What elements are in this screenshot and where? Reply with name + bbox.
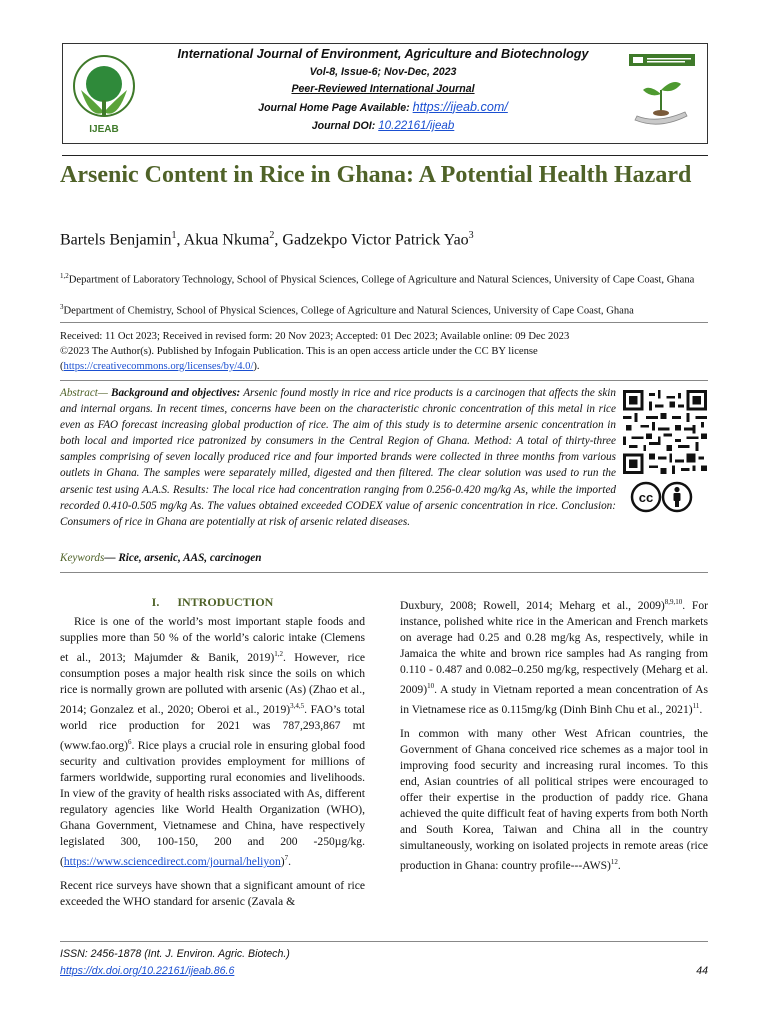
- journal-info: [143, 46, 623, 136]
- journal-doi-link[interactable]: 10.22161/ijeab: [378, 119, 455, 132]
- author-sup: 1: [171, 230, 177, 241]
- author-sup: 2: [269, 230, 275, 241]
- author-name: Bartels Benjamin: [60, 231, 172, 249]
- svg-text:cc: cc: [638, 490, 654, 505]
- abstract: [60, 385, 616, 530]
- license-link[interactable]: https://creativecommons.org/licenses/by/4.0/: [63, 361, 254, 372]
- author-list: [60, 230, 474, 249]
- body-paragraph: Duxbury, 2008; Rowell, 2014; Meharg et al., 2009)$^{8,9,10}$. For instance, polished white rice in the American and French markets on average had 0.25 and 0.28 mg/kg As, respectively, while in Jamaica the white and brown rice samples had As ranging from 0.110 - 0.487 and 0.082–0.250 mg/kg, respectively (Meharg et al. 2009)$^{10}$. A study in Vietnam reported a mean concentration of As in Vietnamese rice as 0.115mg/kg (Dinh Binh Chu et al., 2021)$^{11}$.: [400, 598, 708, 716]
- journal-doi-line: [143, 117, 623, 136]
- creative-commons-by-icon: [630, 480, 694, 514]
- journal-logo-icon: [71, 50, 137, 138]
- keywords-label: Keywords: [60, 552, 105, 564]
- home-page-line: [143, 99, 623, 118]
- section-heading: I. INTRODUCTION: [151, 595, 274, 609]
- url-close: ).: [253, 361, 260, 372]
- license-url-line: [60, 359, 710, 374]
- author-name: , Akua Nkuma: [176, 231, 270, 249]
- peer-reviewed: Peer-Reviewed International Journal: [291, 83, 475, 95]
- divider: [60, 322, 708, 323]
- abstract-text: Arsenic found mostly in rice and rice products is a carcinogen that affects the skin and internal organs. In recent times, concerns have been on the characteristic chronic concentration of this metal in rice even as FAO forecast increasing global production of rice. The aim of this study is to determine arsenic concentration in both local and imported rice patronized by consumers in the Central Region of Ghana. Method: A total of thirty-three samples comprising of seven locally produced rice and four imported brands were collected in three months from various outlets in Ghana. The samples were separately milled, digested and then filtered. The clear solution was used to run the arsenic test using A.A.S. Results: The local rice had concentration ranging from 0.256-0.420 mg/kg As, while the imported recorded 0.410-0.505 mg/kg As. The values obtained exceeded CODEX value of arsenic concentration in rice. Conclusion: Consumers of rice in Ghana are potentially at risk of arsenic related diseases.: [60, 387, 616, 528]
- home-page-link[interactable]: https://ijeab.com/: [412, 99, 508, 114]
- author-sup: 3: [468, 230, 474, 241]
- home-page-label: Journal Home Page Available:: [258, 101, 413, 114]
- received-dates: Received: 11 Oct 2023; Received in revised form: 20 Nov 2023; Accepted: 01 Dec 2023; Available online: 09 Dec 2023: [60, 331, 570, 342]
- footer-doi-link[interactable]: https://dx.doi.org/10.22161/ijeab.86.6: [60, 965, 235, 977]
- paper-title: Arsenic Content in Rice in Ghana: A Potential Health Hazard: [60, 162, 692, 188]
- abstract-lead: Abstract—: [60, 387, 108, 399]
- journal-name: International Journal of Environment, Agriculture and Biotechnology: [177, 47, 589, 61]
- affiliation-sup: 3: [60, 303, 64, 311]
- keywords-list: — Rice, arsenic, AAS, carcinogen: [104, 552, 262, 564]
- body-paragraph: Recent rice surveys have shown that a significant amount of rice exceeded the WHO standard for arsenic (Zavala &: [60, 879, 365, 909]
- footer-issn: ISSN: 2456-1878 (Int. J. Environ. Agric. Biotech.): [60, 948, 290, 960]
- affiliation-sup: 1,2: [60, 272, 69, 280]
- right-column: [400, 594, 708, 874]
- plant-in-hand-icon: [627, 50, 697, 138]
- affiliation-text: Department of Chemistry, School of Physical Sciences, College of Agriculture and Natural Sciences, University of Cape Coast, Ghana: [63, 305, 634, 317]
- author-name: , Gadzekpo Victor Patrick Yao: [274, 231, 469, 249]
- page-footer: [60, 946, 708, 980]
- qr-code-icon: [622, 390, 708, 474]
- body-paragraph: In common with many other West African countries, the Government of Ghana conceived rice schemes as a major tool in improving food security and increasing rural incomes. To this end, Asian countries of all political stripes were encouraged to offer their expertise in the production of paddy rice. Ghana achieved the quite difficult feat of having experts from both North and South Korea, Taiwan and China all in the country simultaneously, working on isolated projects in remote areas (rice production in Ghana: country profile---AWS)$^{12}$.: [400, 726, 708, 873]
- divider: [60, 572, 708, 573]
- journal-header: [62, 43, 708, 144]
- article-dates: [60, 329, 710, 374]
- page-number: 44: [696, 965, 708, 977]
- license-text: ©2023 The Author(s). Published by Infogain Publication. This is an open access article under the CC BY license: [60, 346, 538, 357]
- affiliation-text: Department of Laboratory Technology, School of Physical Sciences, College of Agriculture and Natural Sciences, University of Cape Coast, Ghana: [68, 274, 695, 286]
- divider: [60, 380, 708, 381]
- affiliation-2: [60, 300, 710, 319]
- heliyon-link[interactable]: https://www.sciencedirect.com/journal/heliyon: [63, 855, 281, 869]
- abstract-objectives: Background and objectives:: [107, 387, 241, 399]
- journal-doi-label: Journal DOI:: [311, 120, 379, 132]
- footer-rule: [60, 941, 708, 942]
- logo-text: IJEAB: [89, 124, 119, 135]
- journal-volume: Vol-8, Issue-6; Nov-Dec, 2023: [309, 65, 457, 78]
- url-open: (: [60, 361, 64, 372]
- body-paragraph: Rice is one of the world’s most important staple foods and supplies more than 50 % of the world’s caloric intake (Clemens et al., 2013; Majumder & Banik, 2019)$^{1,2}$. However, rice consumption poses a major health risk since the soils on which rice is normally grown are polluted with arsenic (As) (Zhao et al., 2014; Gonzalez et al., 2020; Oberoi et al., 2019)$^{3,4,5}$. FAO’s total world rice production for 2021 was 787,293,867 mt $(www.fao.org)^6$. Rice plays a crucial role in ensuring global food security and cultivation provides employment for millions of farmers worldwide, supporting rural economies and livelihoods. In view of the gravity of health risks associated with As, different regulatory agencies like World Health Organization (WHO), Ghana Government, Vietnamese and China, have respectively legislated 300, 100-150, 200 and 200 -250µg/kg. (https://www.sciencedirect.com/journal/heliyon)$^7$.: [60, 615, 365, 869]
- header-rule: [62, 155, 708, 156]
- left-column: [60, 594, 365, 910]
- affiliation-1: [60, 269, 710, 288]
- keywords: [60, 552, 262, 564]
